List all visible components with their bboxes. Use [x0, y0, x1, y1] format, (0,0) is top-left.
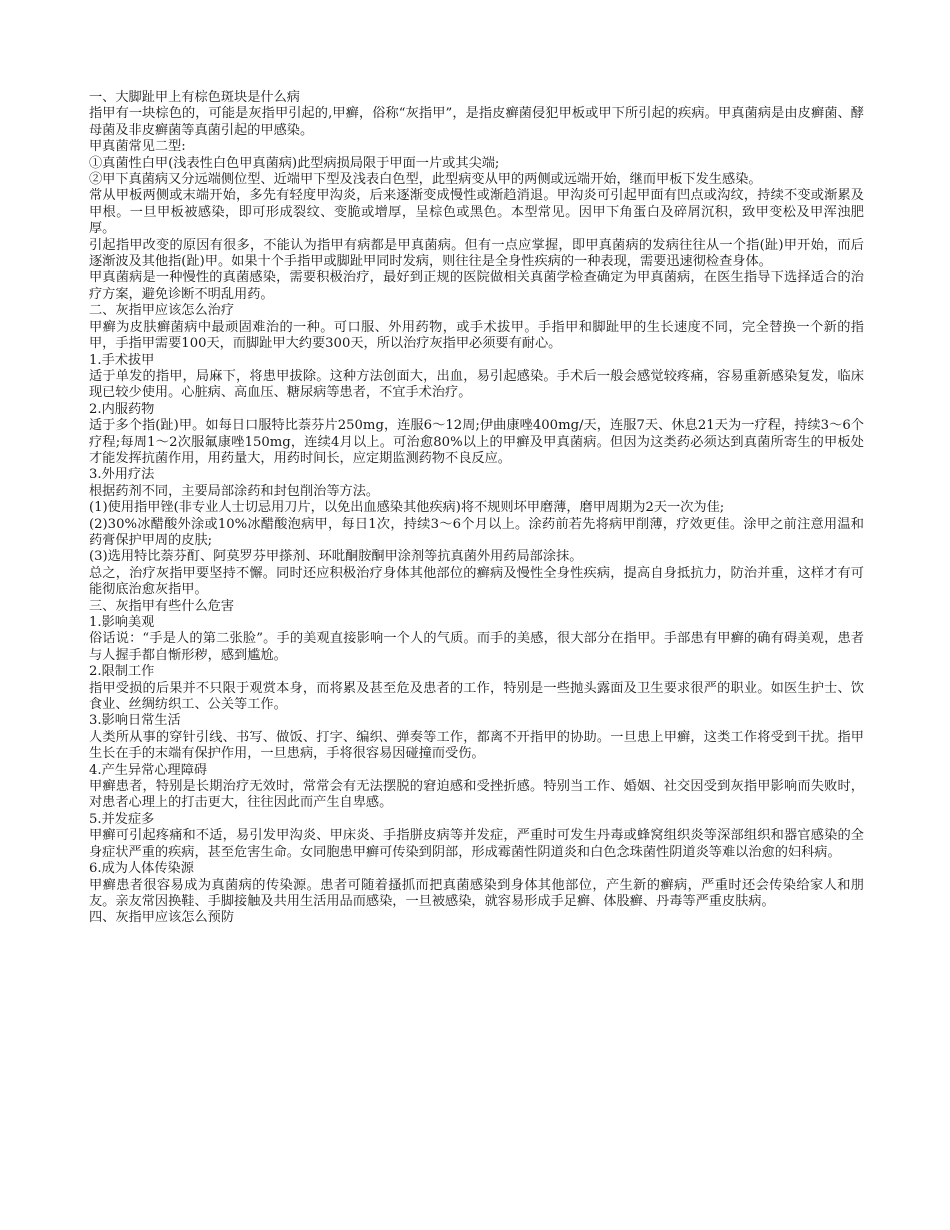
paragraph: 甲癣患者很容易成为真菌病的传染源。患者可随着搔抓而把真菌感染到身体其他部位，产生新的癣病，严重时还会传染给家人和朋友。亲友常因换鞋、手脚接触及共用生活用品而感染，一旦被感染，就容易形成手足癣、体股癣、丹毒等严重皮肤病。 [89, 877, 864, 909]
subheading: 1.影响美观 [89, 615, 155, 630]
paragraph: 甲癣可引起疼痛和不适，易引发甲沟炎、甲床炎、手指胼皮病等并发症，严重时可发生丹毒或蜂窝组织炎等深部组织和器官感染的全身症状严重的疾病，甚至危害生命。女同胞患甲癣可传染到阴部，形成霉菌性阴道炎和白色念珠菌性阴道炎等难以治愈的妇科病。 [89, 828, 864, 860]
paragraph: 适于单发的指甲，局麻下，将患甲拔除。这种方法创面大，出血，易引起感染。手术后一般会感觉较疼痛，容易重新感染复发，临床现已较少使用。心脏病、高血压、糖尿病等患者，不宜手术治疗。 [89, 368, 864, 401]
subheading: 3.影响日常生活 [89, 713, 181, 729]
paragraph: (3)选用特比萘芬酊、阿莫罗芬甲搽剂、环吡酮胺酮甲涂剂等抗真菌外用药局部涂抹。 [89, 549, 583, 565]
paragraph: 甲癣为皮肤癣菌病中最顽固难治的一种。可口服、外用药物，或手术拔甲。手指甲和脚趾甲的生长速度不同，完全替换一个新的指甲，手指甲需要100天，而脚趾甲大约要300天，所以治疗灰指甲必须要有耐心。 [89, 319, 864, 352]
section-heading-1: 一、大脚趾甲上有棕色斑块是什么病 [89, 90, 300, 105]
subheading: 1.手术拔甲 [89, 352, 155, 368]
subheading: 5.并发症多 [89, 811, 155, 827]
subheading: 2.限制工作 [89, 664, 155, 680]
paragraph: 根据药剂不同，主要局部涂药和封包削治等方法。 [89, 483, 380, 499]
paragraph: 适于多个指(趾)甲。如每日口服特比萘芬片250mg，连服6～12周;伊曲康唑400mg/天，连服7天、休息21天为一疗程，持续3～6个疗程;每周1～2次服氟康唑150mg，连续4月以上。可治愈80%以上的甲癣及甲真菌病。但因为这类药必须达到真菌所寄生的甲板处才能发挥抗菌作用，用药量大，用药时间长，应定期监测药物不良反应。 [89, 418, 864, 466]
paragraph: ②甲下真菌病又分远端侧位型、近端甲下型及浅表白色型，此型病变从甲的两侧或远端开始，继而甲板下发生感染。 [89, 172, 762, 188]
paragraph: 总之，治疗灰指甲要坚持不懈。同时还应积极治疗身体其他部位的癣病及慢性全身性疾病，提高自身抵抗力，防治并重，这样才有可能彻底治愈灰指甲。 [89, 565, 864, 598]
paragraph: (2)30%冰醋酸外涂或10%冰醋酸泡病甲，每日1次，持续3～6个月以上。涂药前若先将病甲削薄，疗效更佳。涂甲之前注意用温和药膏保护甲周的皮肤; [89, 516, 864, 548]
subheading: 4.产生异常心理障碍 [89, 762, 208, 778]
paragraph: 甲真菌病是一种慢性的真菌感染，需要积极治疗，最好到正规的医院做相关真菌学检查确定为甲真菌病，在医生指导下选择适合的治疗方案，避免诊断不明乱用药。 [89, 270, 864, 302]
section-heading-3: 三、灰指甲有些什么危害 [89, 598, 235, 614]
paragraph: 指甲受损的后果并不只限于观赏本身，而将累及甚至危及患者的工作，特别是一些抛头露面及卫生要求很严的职业。如医生护士、饮食业、丝绸纺织工、公关等工作。 [89, 680, 864, 713]
subheading: 2.内服药物 [89, 401, 155, 417]
section-heading-2: 二、灰指甲应该怎么治疗 [89, 303, 235, 319]
paragraph: 甲癣患者，特别是长期治疗无效时，常常会有无法摆脱的窘迫感和受挫折感。特别当工作、婚姻、社交因受到灰指甲影响而失败时，对患者心理上的打击更大，往往因此而产生自卑感。 [89, 779, 864, 811]
paragraph: 常从甲板两侧或末端开始，多先有轻度甲沟炎，后来逐渐变成慢性或渐趋消退。甲沟炎可引起甲面有凹点或沟纹，持续不变或渐累及甲根。一旦甲板被感染，即可形成裂纹、变脆或增厚，呈棕色或黑色。本型常见。因甲下角蛋白及碎屑沉积，致甲变松及甲浑浊肥厚。 [89, 188, 864, 237]
article-body [89, 90, 864, 927]
section-heading-4: 四、灰指甲应该怎么预防 [89, 910, 235, 926]
subheading: 3.外用疗法 [89, 467, 155, 483]
subheading: 6.成为人体传染源 [89, 861, 194, 877]
paragraph: 指甲有一块棕色的，可能是灰指甲引起的,甲癣，俗称“灰指甲”，是指皮癣菌侵犯甲板或甲下所引起的疾病。甲真菌病是由皮癣菌、酵母菌及非皮癣菌等真菌引起的甲感染。 [89, 106, 864, 138]
paragraph: 引起指甲改变的原因有很多，不能认为指甲有病都是甲真菌病。但有一点应掌握，即甲真菌病的发病往往从一个指(趾)甲开始，而后逐渐波及其他指(趾)甲。如果十个手指甲或脚趾甲同时发病，则往往是全身性疾病的一种表现，需要迅速彻检查身体。 [89, 237, 864, 270]
paragraph: 俗话说：“手是人的第二张脸”。手的美观直接影响一个人的气质。而手的美感，很大部分在指甲。手部患有甲癣的确有碍美观，患者与人握手都自惭形秽，感到尴尬。 [89, 631, 864, 663]
paragraph: 人类所从事的穿针引线、书写、做饭、打字、编织、弹奏等工作，都离不开指甲的协助。一旦患上甲癣，这类工作将受到干扰。指甲生长在手的末端有保护作用，一旦患病，手将很容易因碰撞而受伤。 [89, 729, 864, 762]
paragraph: ①真菌性白甲(浅表性白色甲真菌病)此型病损局限于甲面一片或其尖端; [89, 155, 500, 171]
paragraph: (1)使用指甲锉(非专业人士切忌用刀片，以免出血感染其他疾病)将不规则坏甲磨薄，磨甲周期为2天一次为佳; [89, 500, 725, 516]
paragraph: 甲真菌常见二型: [89, 139, 186, 155]
